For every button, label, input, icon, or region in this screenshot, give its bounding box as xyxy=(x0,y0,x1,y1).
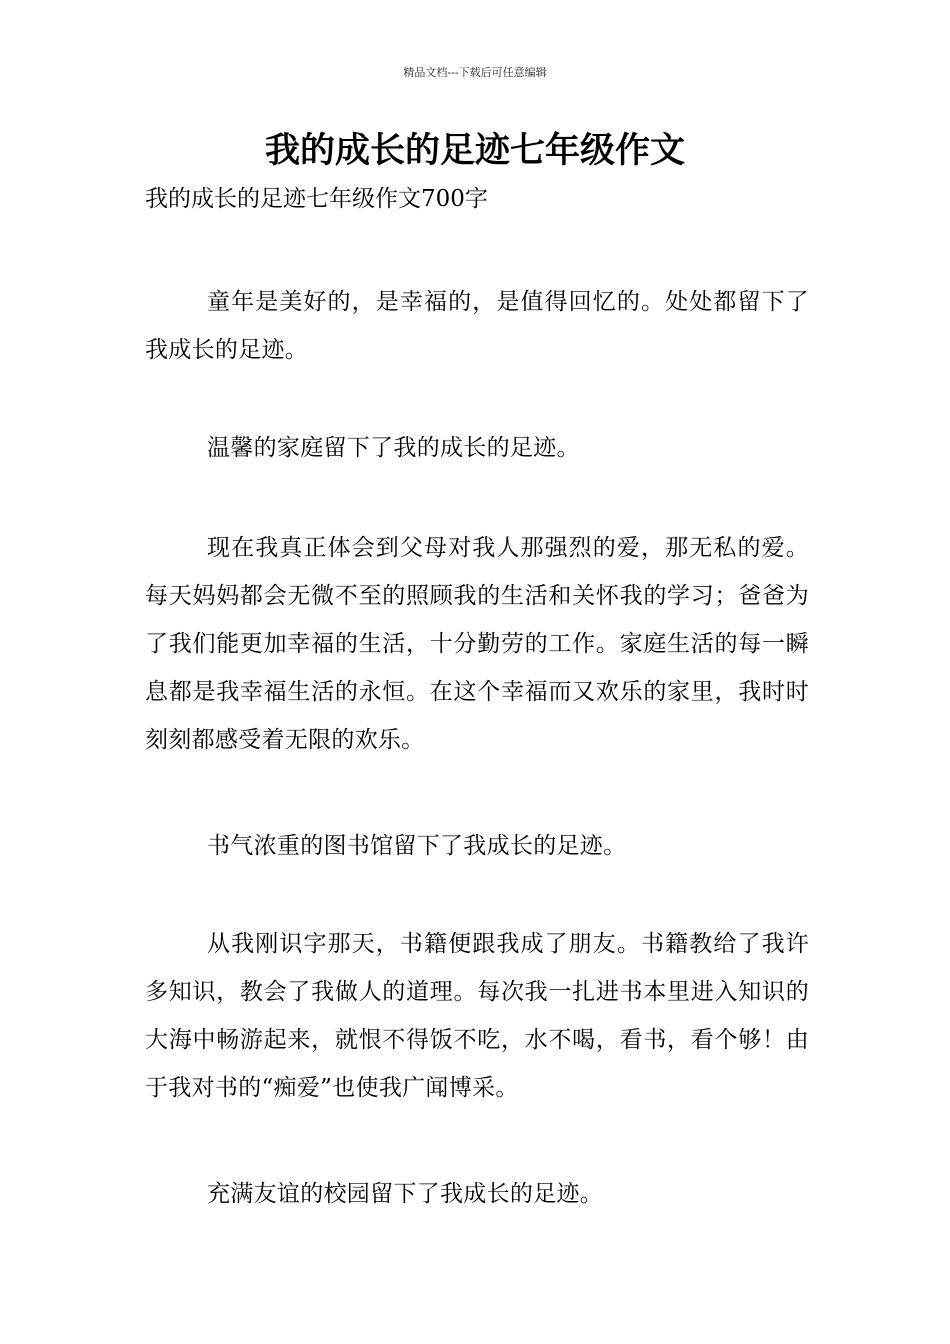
paragraph-2: 温馨的家庭留下了我的成长的足迹。 xyxy=(207,435,580,461)
paragraph-4: 书气浓重的图书馆留下了我成长的足迹。 xyxy=(207,833,627,859)
paragraph-3: 现在我真正体会到父母对我人那强烈的爱，那无私的爱。每天妈妈都会无微不至的照顾我的生活和关怀我的学习；爸爸为了我们能更加幸福的生活，十分勤劳的工作。家庭生活的每一瞬息都是我幸福生活的永恒。在这个幸福而又欢乐的家里，我时时刻刻都感受着无限的欢乐。 xyxy=(145,535,809,753)
paragraph-1: 童年是美好的，是幸福的，是值得回忆的。处处都留下了我成长的足迹。 xyxy=(145,289,809,363)
paragraph-6: 充满友谊的校园留下了我成长的足迹。 xyxy=(207,1181,604,1207)
document-subtitle: 我的成长的足迹七年级作文700字 xyxy=(145,186,488,212)
header-note: 精品文档---下载后可任意编辑 xyxy=(403,66,547,79)
document-title: 我的成长的足迹七年级作文 xyxy=(264,130,685,171)
paragraph-5: 从我刚识字那天，书籍便跟我成了朋友。书籍教给了我许多知识，教会了我做人的道理。每次我一扎进书本里进入知识的大海中畅游起来，就恨不得饭不吃，水不喝，看书，看个够！由于我对书的“痴爱”也使我广闻博采。 xyxy=(145,931,809,1101)
